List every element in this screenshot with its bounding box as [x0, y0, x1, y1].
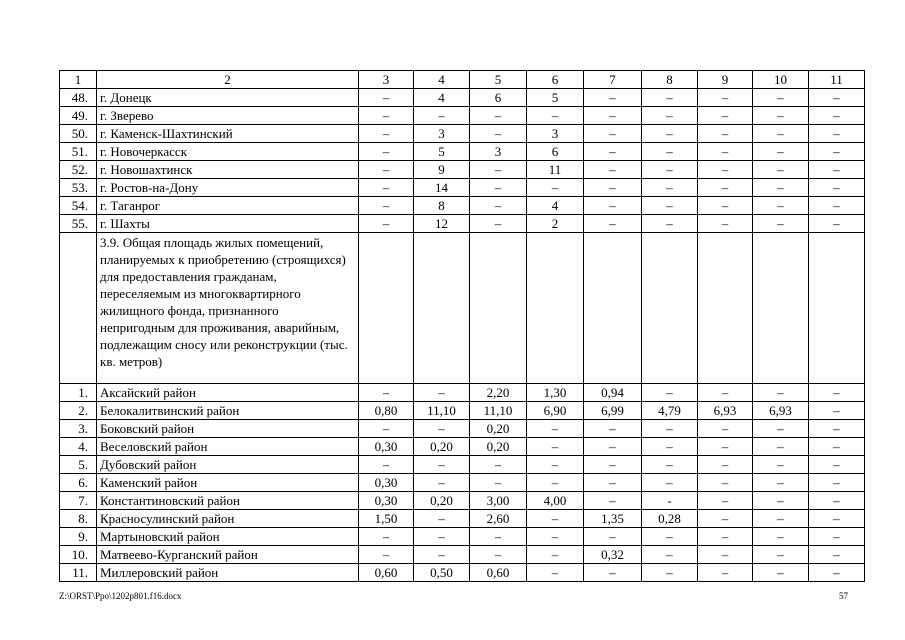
value-cell: 4,79: [642, 402, 698, 420]
table-row: [60, 197, 865, 215]
value-cell: –: [527, 510, 584, 528]
value-cell: –: [809, 438, 865, 456]
row-name-cell: г. Ростов-на-Дону: [97, 179, 359, 197]
value-cell: 2: [527, 215, 584, 233]
row-number-cell: 7.: [60, 492, 97, 510]
empty-cell: [414, 233, 470, 384]
table-row: [60, 528, 865, 546]
value-cell: –: [642, 197, 698, 215]
value-cell: –: [642, 215, 698, 233]
value-cell: –: [809, 510, 865, 528]
empty-cell: [809, 233, 865, 384]
value-cell: –: [698, 107, 753, 125]
value-cell: –: [642, 438, 698, 456]
empty-cell: [60, 233, 97, 384]
value-cell: 0,60: [470, 564, 527, 582]
footer-file-path: Z:\ORST\Ppo\1202p801.f16.docx: [59, 591, 182, 601]
row-number-cell: 55.: [60, 215, 97, 233]
row-number-cell: 53.: [60, 179, 97, 197]
value-cell: –: [809, 564, 865, 582]
value-cell: 0,94: [584, 384, 642, 402]
value-cell: –: [527, 107, 584, 125]
empty-cell: [642, 233, 698, 384]
value-cell: –: [470, 197, 527, 215]
value-cell: –: [809, 384, 865, 402]
value-cell: 3: [470, 143, 527, 161]
value-cell: 0,50: [414, 564, 470, 582]
value-cell: –: [809, 492, 865, 510]
column-number-cell: 3: [359, 71, 414, 89]
value-cell: –: [698, 143, 753, 161]
value-cell: –: [642, 546, 698, 564]
value-cell: –: [809, 107, 865, 125]
value-cell: –: [414, 384, 470, 402]
table-row: [60, 402, 865, 420]
value-cell: –: [753, 474, 809, 492]
footer-page-number: 57: [839, 591, 848, 601]
value-cell: –: [753, 510, 809, 528]
row-number-cell: 8.: [60, 510, 97, 528]
value-cell: 11,10: [470, 402, 527, 420]
value-cell: –: [698, 215, 753, 233]
value-cell: 6,93: [753, 402, 809, 420]
value-cell: –: [359, 215, 414, 233]
value-cell: –: [698, 89, 753, 107]
table-row: [60, 456, 865, 474]
value-cell: 12: [414, 215, 470, 233]
value-cell: –: [527, 528, 584, 546]
value-cell: –: [698, 161, 753, 179]
row-name-cell: Матвеево-Курганский район: [97, 546, 359, 564]
value-cell: –: [584, 143, 642, 161]
value-cell: 4: [414, 89, 470, 107]
value-cell: –: [359, 420, 414, 438]
value-cell: –: [753, 438, 809, 456]
column-number-cell: 4: [414, 71, 470, 89]
empty-cell: [470, 233, 527, 384]
row-number-cell: 52.: [60, 161, 97, 179]
value-cell: 1,35: [584, 510, 642, 528]
row-name-cell: г. Шахты: [97, 215, 359, 233]
row-name-cell: г. Зверево: [97, 107, 359, 125]
row-name-cell: Мартыновский район: [97, 528, 359, 546]
value-cell: –: [642, 384, 698, 402]
row-number-cell: 49.: [60, 107, 97, 125]
value-cell: –: [753, 546, 809, 564]
value-cell: 0,28: [642, 510, 698, 528]
value-cell: 3,00: [470, 492, 527, 510]
value-cell: –: [753, 125, 809, 143]
value-cell: –: [584, 197, 642, 215]
value-cell: –: [527, 546, 584, 564]
value-cell: –: [809, 215, 865, 233]
value-cell: –: [470, 125, 527, 143]
value-cell: –: [359, 143, 414, 161]
value-cell: 11,10: [414, 402, 470, 420]
value-cell: 0,60: [359, 564, 414, 582]
value-cell: –: [642, 456, 698, 474]
empty-cell: [527, 233, 584, 384]
table-row: [60, 179, 865, 197]
table-row: [60, 474, 865, 492]
value-cell: –: [584, 438, 642, 456]
value-cell: –: [753, 215, 809, 233]
value-cell: –: [698, 528, 753, 546]
column-number-cell: 5: [470, 71, 527, 89]
column-number-cell: 1: [60, 71, 97, 89]
value-cell: –: [584, 456, 642, 474]
value-cell: 11: [527, 161, 584, 179]
value-cell: 1,50: [359, 510, 414, 528]
value-cell: 0,80: [359, 402, 414, 420]
table-row: [60, 125, 865, 143]
value-cell: –: [698, 438, 753, 456]
value-cell: –: [753, 528, 809, 546]
value-cell: –: [698, 510, 753, 528]
value-cell: –: [359, 179, 414, 197]
value-cell: 8: [414, 197, 470, 215]
section-title-cell: 3.9. Общая площадь жилых помещений, планируемых к приобретению (строящихся) для предоставления гражданам, переселяемым из многоквартирного жилищного фонда, признанного непригодным для проживания, аварийным, подлежащим сносу или реконструкции (тыс. кв. метров): [97, 233, 359, 384]
value-cell: –: [809, 143, 865, 161]
value-cell: –: [414, 510, 470, 528]
value-cell: –: [753, 384, 809, 402]
value-cell: –: [642, 179, 698, 197]
value-cell: –: [414, 107, 470, 125]
value-cell: –: [809, 528, 865, 546]
row-name-cell: г. Каменск-Шахтинский: [97, 125, 359, 143]
value-cell: –: [698, 420, 753, 438]
value-cell: –: [809, 474, 865, 492]
table-row: [60, 546, 865, 564]
row-number-cell: 1.: [60, 384, 97, 402]
value-cell: –: [470, 474, 527, 492]
value-cell: –: [809, 125, 865, 143]
value-cell: –: [809, 197, 865, 215]
value-cell: –: [809, 179, 865, 197]
table-row: [60, 143, 865, 161]
value-cell: –: [753, 89, 809, 107]
value-cell: –: [698, 179, 753, 197]
value-cell: 0,30: [359, 474, 414, 492]
value-cell: 1,30: [527, 384, 584, 402]
value-cell: 3: [527, 125, 584, 143]
value-cell: –: [584, 107, 642, 125]
table-header-row: [60, 71, 865, 89]
column-number-cell: 11: [809, 71, 865, 89]
column-number-cell: 2: [97, 71, 359, 89]
row-number-cell: 2.: [60, 402, 97, 420]
value-cell: 6: [470, 89, 527, 107]
value-cell: 2,20: [470, 384, 527, 402]
value-cell: 0,30: [359, 438, 414, 456]
value-cell: 4: [527, 197, 584, 215]
row-number-cell: 9.: [60, 528, 97, 546]
value-cell: –: [359, 125, 414, 143]
value-cell: –: [809, 456, 865, 474]
value-cell: –: [753, 197, 809, 215]
value-cell: –: [698, 125, 753, 143]
value-cell: 6: [527, 143, 584, 161]
value-cell: –: [753, 492, 809, 510]
table-row: [60, 564, 865, 582]
value-cell: –: [698, 546, 753, 564]
value-cell: –: [584, 179, 642, 197]
row-number-cell: 4.: [60, 438, 97, 456]
value-cell: –: [809, 546, 865, 564]
value-cell: –: [753, 420, 809, 438]
row-name-cell: г. Новочеркасск: [97, 143, 359, 161]
table-row: [60, 161, 865, 179]
row-name-cell: г. Таганрог: [97, 197, 359, 215]
row-name-cell: Миллеровский район: [97, 564, 359, 582]
row-name-cell: Красносулинский район: [97, 510, 359, 528]
value-cell: 0,20: [414, 492, 470, 510]
column-number-cell: 9: [698, 71, 753, 89]
value-cell: –: [809, 89, 865, 107]
table-row: [60, 492, 865, 510]
value-cell: –: [470, 456, 527, 474]
column-number-cell: 6: [527, 71, 584, 89]
value-cell: –: [642, 474, 698, 492]
value-cell: –: [642, 528, 698, 546]
value-cell: –: [809, 161, 865, 179]
table-row: [60, 420, 865, 438]
row-name-cell: Боковский район: [97, 420, 359, 438]
value-cell: –: [470, 161, 527, 179]
row-number-cell: 10.: [60, 546, 97, 564]
row-name-cell: Белокалитвинский район: [97, 402, 359, 420]
value-cell: –: [359, 89, 414, 107]
value-cell: –: [584, 528, 642, 546]
value-cell: –: [642, 420, 698, 438]
value-cell: –: [359, 161, 414, 179]
value-cell: –: [414, 474, 470, 492]
value-cell: –: [698, 492, 753, 510]
value-cell: –: [584, 420, 642, 438]
value-cell: –: [414, 528, 470, 546]
value-cell: –: [470, 528, 527, 546]
value-cell: –: [359, 528, 414, 546]
value-cell: –: [527, 420, 584, 438]
value-cell: –: [470, 179, 527, 197]
value-cell: –: [470, 546, 527, 564]
table-row: [60, 384, 865, 402]
value-cell: 6,93: [698, 402, 753, 420]
value-cell: 0,20: [470, 438, 527, 456]
table-row: [60, 107, 865, 125]
value-cell: –: [470, 215, 527, 233]
value-cell: 6,99: [584, 402, 642, 420]
value-cell: –: [414, 546, 470, 564]
empty-cell: [698, 233, 753, 384]
section-heading-row: [60, 233, 865, 384]
value-cell: –: [359, 107, 414, 125]
table-row: [60, 510, 865, 528]
value-cell: –: [584, 161, 642, 179]
row-number-cell: 6.: [60, 474, 97, 492]
value-cell: –: [527, 564, 584, 582]
empty-cell: [584, 233, 642, 384]
row-number-cell: 3.: [60, 420, 97, 438]
row-number-cell: 11.: [60, 564, 97, 582]
value-cell: –: [809, 420, 865, 438]
value-cell: –: [527, 456, 584, 474]
value-cell: –: [642, 564, 698, 582]
value-cell: –: [753, 161, 809, 179]
value-cell: 0,30: [359, 492, 414, 510]
row-name-cell: Дубовский район: [97, 456, 359, 474]
value-cell: –: [753, 179, 809, 197]
row-number-cell: 48.: [60, 89, 97, 107]
value-cell: –: [527, 179, 584, 197]
row-number-cell: 54.: [60, 197, 97, 215]
value-cell: –: [642, 107, 698, 125]
table-row: [60, 89, 865, 107]
value-cell: –: [584, 215, 642, 233]
row-name-cell: Веселовский район: [97, 438, 359, 456]
data-table: [59, 70, 865, 582]
row-name-cell: г. Донецк: [97, 89, 359, 107]
value-cell: -: [642, 492, 698, 510]
value-cell: –: [698, 384, 753, 402]
column-number-cell: 8: [642, 71, 698, 89]
value-cell: 9: [414, 161, 470, 179]
value-cell: –: [753, 456, 809, 474]
value-cell: 0,20: [414, 438, 470, 456]
value-cell: –: [698, 564, 753, 582]
value-cell: –: [753, 107, 809, 125]
value-cell: 5: [527, 89, 584, 107]
value-cell: –: [584, 564, 642, 582]
value-cell: –: [809, 402, 865, 420]
value-cell: –: [584, 474, 642, 492]
empty-cell: [359, 233, 414, 384]
value-cell: –: [414, 456, 470, 474]
value-cell: –: [359, 197, 414, 215]
value-cell: –: [584, 89, 642, 107]
value-cell: –: [642, 125, 698, 143]
column-number-cell: 7: [584, 71, 642, 89]
value-cell: –: [414, 420, 470, 438]
value-cell: 5: [414, 143, 470, 161]
value-cell: 0,32: [584, 546, 642, 564]
row-number-cell: 51.: [60, 143, 97, 161]
column-number-cell: 10: [753, 71, 809, 89]
value-cell: –: [359, 384, 414, 402]
row-name-cell: Каменский район: [97, 474, 359, 492]
value-cell: 4,00: [527, 492, 584, 510]
value-cell: 14: [414, 179, 470, 197]
value-cell: –: [642, 143, 698, 161]
value-cell: –: [359, 546, 414, 564]
value-cell: –: [698, 474, 753, 492]
value-cell: –: [584, 492, 642, 510]
value-cell: –: [584, 125, 642, 143]
value-cell: –: [642, 161, 698, 179]
value-cell: –: [753, 564, 809, 582]
value-cell: –: [470, 107, 527, 125]
value-cell: 6,90: [527, 402, 584, 420]
empty-cell: [753, 233, 809, 384]
value-cell: –: [527, 474, 584, 492]
value-cell: 2,60: [470, 510, 527, 528]
row-name-cell: Аксайский район: [97, 384, 359, 402]
value-cell: 3: [414, 125, 470, 143]
row-name-cell: г. Новошахтинск: [97, 161, 359, 179]
row-number-cell: 50.: [60, 125, 97, 143]
value-cell: –: [527, 438, 584, 456]
table-row: [60, 215, 865, 233]
value-cell: –: [642, 89, 698, 107]
row-number-cell: 5.: [60, 456, 97, 474]
table-row: [60, 438, 865, 456]
value-cell: –: [698, 456, 753, 474]
value-cell: –: [359, 456, 414, 474]
row-name-cell: Константиновский район: [97, 492, 359, 510]
value-cell: 0,20: [470, 420, 527, 438]
value-cell: –: [698, 197, 753, 215]
value-cell: –: [753, 143, 809, 161]
